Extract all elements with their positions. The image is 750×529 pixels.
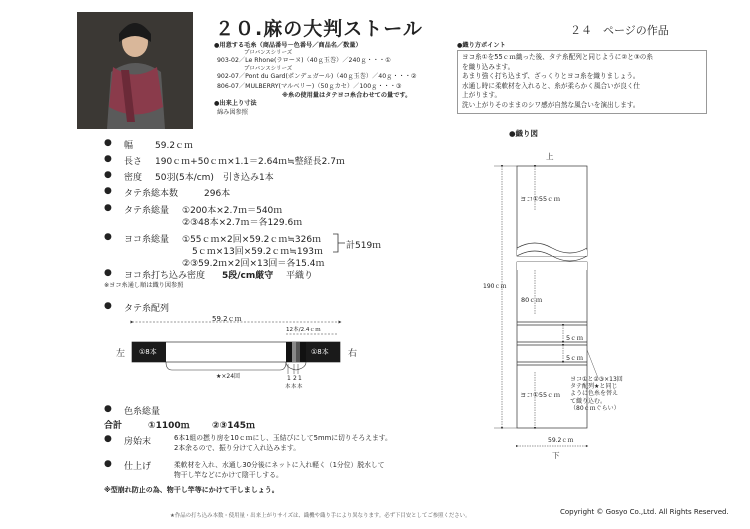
bullet-icon: ● [104, 170, 112, 180]
diagram-weft-bottom: ヨコ①55ｃｍ [520, 391, 561, 399]
diagram-weft-top: ヨコ①55ｃｍ [520, 195, 561, 203]
finishing-label: 仕上げ [124, 462, 152, 472]
shape-note: ※型崩れ防止の為、物干し竿等にかけて干しましょう。 [104, 486, 279, 494]
bullet-icon: ● [104, 459, 112, 469]
finishing-line-1: 柔軟材を入れ、水通し30分後にネットに入れ軽く（1分位）脱水して [174, 461, 385, 469]
warp-total-line-2: ②③48本×2.7ｍ＝各129.6ｍ [182, 218, 303, 228]
spec-density-label: 密度 [124, 173, 143, 183]
left-label: 左 [116, 349, 126, 359]
materials-note: ※糸の使用量はタテヨコ糸合わせての量です。 [282, 92, 412, 99]
diagram-note [570, 376, 623, 412]
color-total-2: ②③145ｍ [212, 421, 256, 431]
warp-total-label: タテ糸総量 [124, 206, 170, 216]
spec-width-label: 幅 [124, 141, 134, 151]
weft-density-value: 5段/cm厳守 [222, 271, 274, 281]
fringe-line-1: 6本1組の撚り房を10ｃｍにし、玉結びにして5mmに切りそろえます。 [174, 434, 392, 442]
series-label-2: プロバンスシリーズ [244, 66, 293, 72]
diagram-note-line: （80ｃｍぐらい） [570, 404, 620, 412]
marker-3: 1 [298, 375, 302, 382]
marker-2: 2 [293, 375, 297, 382]
diagram-stripe-1: 5ｃｍ [566, 334, 584, 342]
page-title: ２０.麻の大判ストール [215, 18, 423, 40]
points-heading: ●織り方ポイント [457, 42, 506, 49]
copyright: Copyright © Gosyo Co.,Ltd. All Rights Reserved. [560, 508, 729, 516]
bullet-icon: ● [104, 186, 112, 196]
repeat-count: ★×24回 [216, 373, 241, 380]
finishing-line-2: 物干し竿などにかけて陰干しする。 [174, 471, 283, 479]
finish-size-heading: ●出来上り寸法 [214, 100, 257, 107]
weft-density-label: ヨコ糸打ち込み密度 [124, 271, 206, 281]
diagram-width: 59.2ｃｍ [548, 437, 574, 444]
points-line: 水通し時に柔軟材を入れると、糸が柔らかく風合いが良く仕 [462, 81, 641, 90]
page-reference: ２４ ページの作品 [570, 24, 669, 37]
marker-unit-3: 本 [297, 384, 303, 390]
points-line: を織り込みます。 [462, 62, 515, 71]
spec-warp-count-label: タテ糸総本数 [124, 189, 179, 199]
points-line: 洗い上がりそのままのシワ感が自然な風合いを演出します。 [462, 100, 640, 109]
color-total-heading: 色糸総量 [124, 407, 161, 417]
weft-total-line-2: 5ｃｍ×13回×59.2ｃｍ≒193ｍ [192, 247, 324, 257]
spec-width-value: 59.2ｃｍ [155, 141, 194, 151]
bullet-icon: ● [104, 268, 112, 278]
fringe-label: 房始末 [124, 437, 152, 447]
material-line-3: 806-07／MULBERRY(マルベリー)（50ｇカセ）／100ｇ・・・③ [217, 83, 402, 90]
weft-total-label: ヨコ糸総量 [124, 235, 170, 245]
warp-arrangement-heading: タテ糸配列 [124, 304, 170, 314]
diagram-note-line: ヨコ①と②③×13回 [570, 376, 623, 383]
warp-width-label: 59.2ｃｍ [212, 315, 242, 323]
spec-length-value: 190ｃｍ+50ｃｍ×1.1＝2.64ｍ≒整経長2.7ｍ [155, 157, 345, 167]
repeat-width-label: 12本/2.4ｃｍ [286, 327, 321, 333]
bullet-icon: ● [104, 301, 112, 311]
weft-total-line-3: ②③59.2ｍ×2回×13回＝各15.4ｍ [182, 259, 325, 269]
material-line-1: 903-02／Le Rhone(ラローヌ)（40ｇ玉巻）／240ｇ・・・① [217, 57, 391, 64]
diagram-bottom-label: 下 [552, 451, 560, 460]
weft-density-extra: 平織り [286, 271, 314, 281]
bullet-icon: ● [104, 404, 112, 414]
warp-total-line-1: ①200本×2.7ｍ＝540ｍ [182, 206, 283, 216]
marker-unit-2: 本 [291, 384, 297, 390]
points-line: あまり強く打ち込まず、ざっくりとヨコ糸を織りましょう。 [462, 72, 640, 81]
marker-unit-1: 本 [285, 384, 291, 390]
diagram-top-label: 上 [546, 152, 554, 161]
bullet-icon: ● [104, 138, 112, 148]
diagram-heading: ●織り図 [509, 129, 539, 138]
right-label: 右 [348, 349, 358, 359]
spec-density-value: 50羽(5本/cm) 引き込み1本 [155, 173, 274, 183]
bullet-icon: ● [104, 232, 112, 242]
bullet-icon: ● [104, 154, 112, 164]
spec-warp-count-value: 296本 [204, 189, 231, 199]
series-label-1: プロバンスシリーズ [244, 50, 293, 56]
color-total-label: 合計 [104, 421, 123, 431]
bullet-icon: ● [104, 203, 112, 213]
weft-sum-bracket [332, 232, 346, 254]
footnote: ★作品の打ち込み本数・使用量・出来上がりサイズは、織機や織り手により異なります。必ず下目安としてご参照ください。 [170, 513, 471, 519]
diagram-stripe-2: 5ｃｍ [566, 354, 584, 362]
points-line: ヨコ糸①を55ｃｍ織った後、タテ糸配列と同じように②と③の糸 [462, 53, 653, 61]
material-line-2: 902-07／Pont du Gard(ポンデュガール)（40ｇ玉巻）／40ｇ・・・② [217, 73, 417, 80]
color-total-1: ①1100ｍ [148, 421, 190, 431]
model-photo [77, 12, 193, 129]
right-block-label: ①8本 [311, 348, 329, 356]
diagram-note-line: タテ配列★と同じ [570, 383, 618, 391]
points-box [457, 50, 707, 114]
finish-size-value: 綿み図参照 [217, 109, 248, 116]
diagram-middle-length: 80ｃｍ [521, 296, 543, 304]
weft-total-sum: 計519ｍ [346, 241, 382, 251]
diagram-total-length: 190ｃｍ [483, 283, 507, 290]
weft-total-line-1: ①55ｃｍ×2回×59.2ｃｍ≒326ｍ [182, 235, 322, 245]
materials-heading: ●用意する毛糸（商品番号－色番号／商品名／数量） [214, 42, 362, 49]
bullet-icon: ● [104, 434, 112, 444]
marker-1: 1 [287, 375, 291, 382]
spec-length-label: 長さ [124, 157, 143, 167]
diagram-note-line: て織り込む。 [570, 397, 607, 405]
fringe-line-2: 2本余るので、振り分けて入れ込みます。 [174, 444, 300, 452]
diagram-note-line: ように色糸を替え [570, 390, 619, 398]
weft-order-note: ※ヨコ糸通し順は織り図参照 [104, 282, 184, 289]
points-line: 上がります。 [462, 91, 502, 100]
left-block-label: ①8本 [139, 348, 157, 356]
